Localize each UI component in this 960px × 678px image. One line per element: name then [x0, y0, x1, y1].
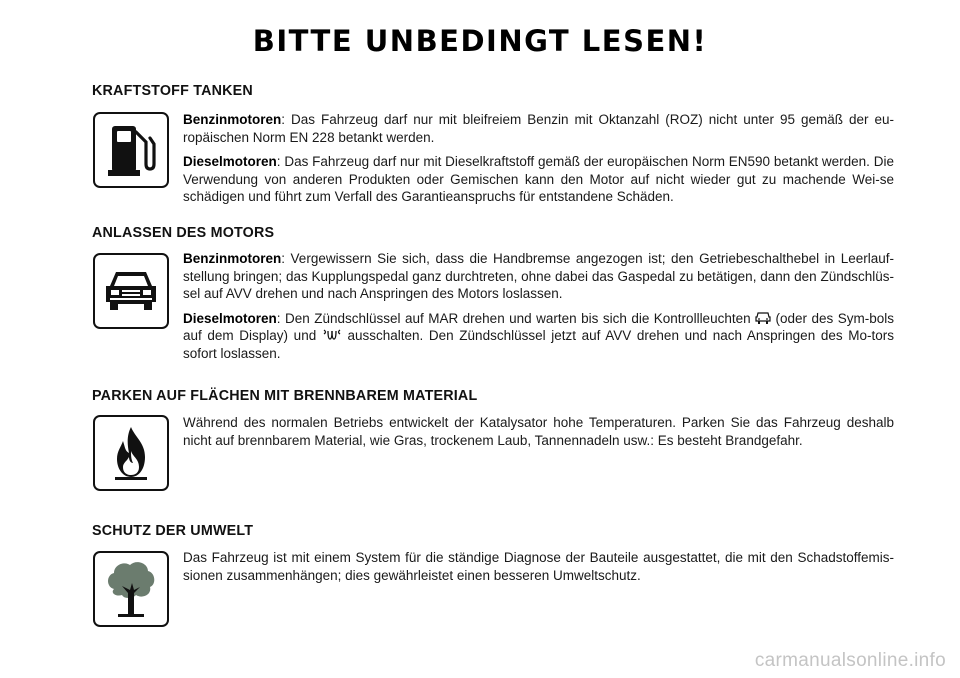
watermark: carmanualsonline.info — [754, 650, 946, 671]
section-heading-engine-start: ANLASSEN DES MOTORS — [92, 225, 275, 241]
section-heading-parking: PARKEN AUF FLÄCHEN MIT BRENNBAREM MATERIAL — [92, 388, 478, 404]
section-text-engine-start — [183, 250, 894, 369]
flame-icon — [109, 425, 153, 481]
glow-plug-icon — [322, 328, 342, 342]
label-petrol: Benzinmotoren — [183, 112, 282, 127]
label-diesel: Dieselmotoren — [183, 154, 277, 169]
warning-lamp-car-icon — [755, 311, 771, 325]
paragraph-diesel-fuel: Dieselmotoren: Das Fahrzeug darf nur mit Dieselkraftstoff gemäß der europäischen Norm EN590 betankt werden. Die Verwendung von anderen Produkten oder Gemischen kann den Motor auf nicht wieder gut zu machende Wei-se schädigen und führt zum Verfall des Garantieanspruchs für entstandene Schäden. — [183, 154, 894, 204]
paragraph-parking: Während des normalen Betriebs entwickelt der Katalysator hohe Temperaturen. Parken Sie das Fahrzeug deshalb nicht auf brennbarem Material, wie Gras, trockenem Laub, Tannennadeln usw.: Es besteht Brandgefahr. — [183, 415, 894, 448]
section-text-environment — [183, 549, 894, 591]
car-icon-box — [93, 253, 169, 329]
fuel-pump-icon — [104, 122, 158, 178]
car-front-icon — [102, 268, 160, 314]
paragraph-diesel-start: Dieselmotoren: Den Zündschlüssel auf MAR drehen und warten bis sich die Kontrollleuchten (oder des Sym-bols auf dem Display) und ausschalten. Den Zündschlüssel jetzt auf AVV drehen und nach Anspringen des Mo-tors sofort loslassen. — [183, 310, 895, 361]
section-heading-fuel: KRAFTSTOFF TANKEN — [92, 83, 253, 99]
label-diesel: Dieselmotoren — [183, 310, 277, 326]
fuel-icon-box — [93, 112, 169, 188]
page-title: BITTE UNBEDINGT LESEN! — [252, 24, 708, 58]
label-petrol: Benzinmotoren — [183, 251, 282, 266]
flame-icon-box — [93, 415, 169, 491]
section-text-fuel — [183, 111, 894, 213]
section-text-parking — [183, 414, 894, 456]
paragraph-petrol-start: Benzinmotoren: Vergewissern Sie sich, dass die Handbremse angezogen ist; den Getriebeschalthebel in Leerlauf-stellung bringen; das Kupplungspedal ganz durchtreten, ohne dabei das Gaspedal zu betätigen, dann den Zündschlüs-sel auf AVV drehen und nach Anspringen des Motors loslassen. — [183, 251, 894, 301]
paragraph-environment: Das Fahrzeug ist mit einem System für die ständige Diagnose der Bauteile ausgestattet, die mit den Schadstoffemis-sionen zusammenhängen; dies gewährleistet einen besseren Umweltschutz. — [183, 550, 894, 583]
section-heading-environment: SCHUTZ DER UMWELT — [92, 523, 254, 539]
tree-icon-box — [93, 551, 169, 627]
tree-icon — [104, 559, 158, 619]
paragraph-petrol-fuel: Benzinmotoren: Das Fahrzeug darf nur mit bleifreiem Benzin mit Oktanzahl (ROZ) nicht unter 95 gemäß der eu-ropäischen Norm EN 228 betankt werden. — [183, 112, 894, 145]
